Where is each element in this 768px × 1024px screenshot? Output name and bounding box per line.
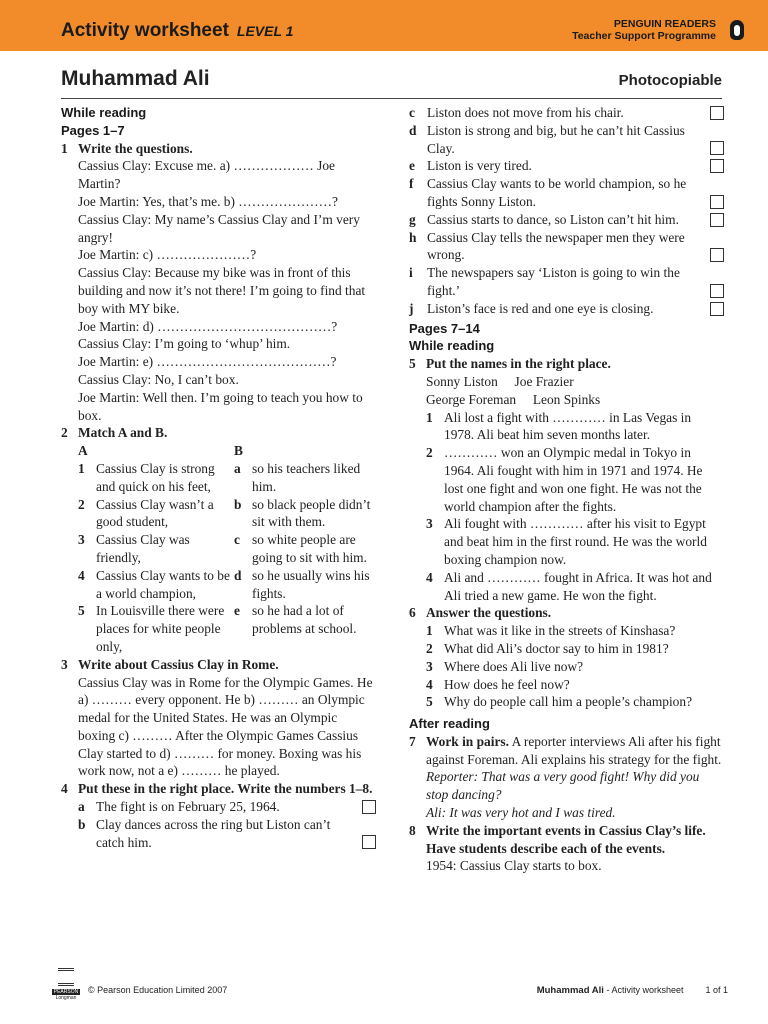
- names-line: George Foreman Leon Spinks: [426, 391, 601, 407]
- section-heading: Pages 1–7: [61, 122, 125, 138]
- dialog-line: Cassius Clay: Excuse me. a) ……………… Joe Martin?: [78, 158, 335, 192]
- section-heading: While reading: [61, 105, 147, 120]
- answer-checkbox[interactable]: [710, 106, 724, 120]
- fill-item: 1 Ali lost a fight with ………… in Las Vegas in 1978. Ali beat him seven months later.: [426, 409, 692, 443]
- order-item: e Liston is very tired.: [409, 157, 724, 175]
- order-item: d Liston is strong and big, but he can’t hit Cassius Clay.: [409, 122, 724, 158]
- order-item: b Clay dances across the ring but Liston can’t catch him.: [61, 816, 376, 852]
- answer-checkbox[interactable]: [710, 195, 724, 209]
- pearson-logo: [52, 968, 80, 1001]
- worksheet-title: Activity worksheet LEVEL 1: [61, 20, 294, 41]
- pearson-bird-icon: [58, 968, 74, 986]
- ali-line: Ali: It was very hot and I was tired.: [426, 805, 616, 821]
- match-row: 4 Cassius Clay wants to be a world champion, d so he usually wins his fights.: [78, 567, 370, 601]
- match-headers: A B: [78, 443, 243, 459]
- dialog-line: Cassius Clay: No, I can’t box.: [78, 371, 239, 387]
- answer-checkbox[interactable]: [362, 800, 376, 814]
- dialog-line: Cassius Clay: My name’s Cassius Clay and I’m very angry!: [78, 211, 360, 245]
- section-heading: While reading: [409, 338, 495, 354]
- dialog-line: Joe Martin: c) …………………?: [78, 247, 257, 263]
- answer-checkbox[interactable]: [710, 213, 724, 227]
- order-item: j Liston’s face is red and one eye is closing.: [409, 300, 724, 318]
- question-4: 4 Put these in the right place. Write the numbers 1–8.: [61, 781, 373, 797]
- fill-item: 2 ………… won an Olympic medal in Tokyo in 1964. Ali fought with him in 1971 and 1974. He lost one fight and won one fight. He was not the world champion after the fights.: [426, 445, 703, 514]
- answer-item: 2 What did Ali’s doctor say to him in 1981?: [426, 640, 669, 656]
- fill-item: 4 Ali and ………… fought in Africa. It was hot and Ali tried a new game. He won the fight.: [426, 569, 712, 603]
- answer-item: 4 How does he feel now?: [426, 676, 570, 692]
- left-column: [61, 104, 376, 851]
- question-7: 7 Work in pairs. A reporter interviews Ali after his fight against Foreman. Ali explains his strategy for the fight.: [409, 733, 722, 767]
- answer-checkbox[interactable]: [710, 284, 724, 298]
- logo-text-bottom: Longman: [55, 995, 77, 1001]
- answer-checkbox[interactable]: [710, 159, 724, 173]
- header-bar: [0, 0, 768, 51]
- answer-checkbox[interactable]: [710, 302, 724, 316]
- question-3: 3 Write about Cassius Clay in Rome.: [61, 656, 279, 672]
- question-6: 6 Answer the questions.: [409, 605, 552, 621]
- question-5: 5 Put the names in the right place.: [409, 356, 611, 372]
- reporter-line: Reporter: That was a very good fight! Why did you stop dancing?: [426, 769, 700, 803]
- answer-item: 5 Why do people call him a people’s champion?: [426, 694, 693, 710]
- match-row: 3 Cassius Clay was friendly, c so white people are going to sit with him.: [78, 532, 367, 565]
- fill-item: 3 Ali fought with ………… after his visit to Egypt and beat him in the first round. He was the world boxing champion now.: [426, 516, 707, 567]
- dialog-line: Cassius Clay: Because my bike was in front of this building and now it’s not there! I’m going to find that boy with MY bike.: [78, 265, 366, 316]
- level-label: LEVEL 1: [236, 23, 294, 39]
- match-row: 2 Cassius Clay wasn’t a good student, b so black people didn’t sit with them.: [78, 496, 371, 530]
- dialog-line: Joe Martin: e) …………………………………?: [78, 354, 337, 370]
- brand-text: [572, 18, 716, 42]
- right-column: [409, 104, 724, 875]
- names-line: Sonny Liston Joe Frazier: [426, 373, 574, 389]
- copyright-text: © Pearson Education Limited 2007: [88, 985, 228, 995]
- photocopiable-label: Photocopiable: [618, 72, 722, 89]
- answer-checkbox[interactable]: [710, 141, 724, 155]
- page-title: Muhammad Ali: [61, 67, 210, 90]
- page-number: 1 of 1: [705, 985, 728, 995]
- match-row: 1 Cassius Clay is strong and quick on his feet, a so his teachers liked him.: [78, 460, 361, 494]
- order-item: c Liston does not move from his chair.: [409, 104, 724, 122]
- title-divider: [61, 98, 722, 99]
- brand-line2: Teacher Support Programme: [572, 30, 716, 42]
- question-8: 8 Write the important events in Cassius Clay’s life. Have students describe each of the events.: [409, 822, 706, 856]
- dialog-line: Cassius Clay: I’m going to ‘whup’ him.: [78, 336, 291, 352]
- order-item: g Cassius starts to dance, so Liston can’t hit him.: [409, 211, 724, 229]
- dialog-line: Joe Martin: Yes, that’s me. b) …………………?: [78, 193, 338, 209]
- order-item: a The fight is on February 25, 1964.: [61, 798, 376, 816]
- penguin-logo-icon: [730, 20, 744, 40]
- match-row: 5 In Louisville there were places for white people only, e so he had a lot of problems at school.: [78, 603, 357, 654]
- answer-checkbox[interactable]: [710, 248, 724, 262]
- question-1: 1 Write the questions.: [61, 140, 193, 156]
- order-item: i The newspapers say ‘Liston is going to win the fight.’: [409, 264, 724, 300]
- section-heading: After reading: [409, 716, 490, 732]
- order-item: h Cassius Clay tells the newspaper men they were wrong.: [409, 229, 724, 265]
- order-item: f Cassius Clay wants to be world champion, so he fights Sonny Liston.: [409, 175, 724, 211]
- section-heading: Pages 7–14: [409, 320, 480, 336]
- event-line: 1954: Cassius Clay starts to box.: [426, 858, 602, 874]
- answer-item: 1 What was it like in the streets of Kinshasa?: [426, 623, 676, 639]
- rome-paragraph: Cassius Clay was in Rome for the Olympic Games. He a) ……… every opponent. He b) ……… an Olympic medal for the United States. He was an Olympic boxing c) ……… After the Olympic Games Cassius Clay started to d) ……… for money. Boxing was his work now, not a e) ……… he played.: [78, 674, 373, 779]
- dialog-line: Joe Martin: d) …………………………………?: [78, 318, 338, 334]
- footer-doc-info: Muhammad Ali - Activity worksheet 1 of 1: [536, 985, 728, 996]
- brand-line1: PENGUIN READERS: [613, 18, 716, 30]
- dialog-line: Joe Martin: Well then. I’m going to teach you how to box.: [78, 389, 363, 423]
- answer-item: 3 Where does Ali live now?: [426, 658, 584, 674]
- logo-text-top: PEARSON: [53, 989, 79, 995]
- question-2: 2 Match A and B.: [61, 425, 168, 441]
- answer-checkbox[interactable]: [362, 835, 376, 849]
